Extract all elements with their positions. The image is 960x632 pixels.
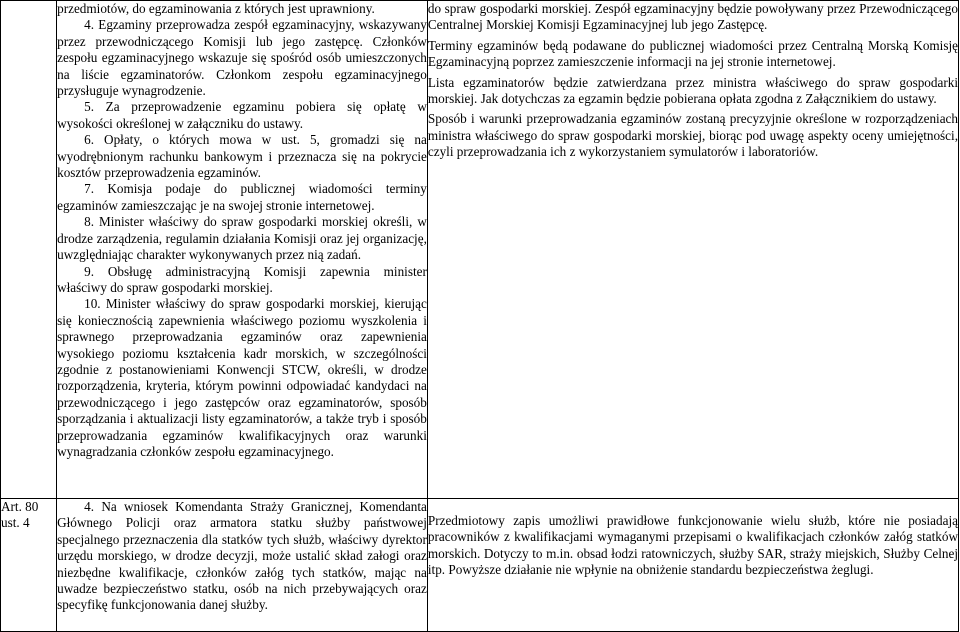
provision-paragraph: 10. Minister właściwy do spraw gospodarki morskiej, kierując się koniecznością zapewnienia właściwego poziomu wyszkolenia i sprawnego przeprowadzania egzaminów oraz zapewnienia wysokiego poziomu kształcenia kadr morskich, w szczególności zgodnie z postanowieniami Konwencji STCW, określi, w drodze rozporządzenia, kryteria, którym powinni odpowiadać kandydaci na przewodniczącego i jego zastępców oraz egzaminatorów, sposób sporządzania i aktualizacji listy egzaminatorów, a także tryb i sposób przeprowadzania egzaminów kwalifikacyjnych oraz warunki wynagradzania członków zespołu egzaminacyjnego. xyxy=(57,296,427,459)
justification-paragraph: Sposób i warunki przeprowadzania egzaminów zostaną precyzyjnie określone w rozporządzeniach ministra właściwego do spraw gospodarki morskiej, biorąc pod uwagę aspekty oceny umiejętności, czyli przeprowadzania ich z wykorzystaniem symulatorów i laboratoriów. xyxy=(427,111,958,160)
provision-paragraph: 8. Minister właściwy do spraw gospodarki morskiej określi, w drodze zarządzenia, regulamin działania Komisji oraz jej organizację, uwzględniając charakter wykonywanych przez nią zadań. xyxy=(57,214,427,263)
justification-paragraph: do spraw gospodarki morskiej. Zespół egzaminacyjny będzie powoływany przez Przewodniczącego Centralnej Morskiej Komisji Egzaminacyjnej lub jego Zastępcę. xyxy=(427,1,958,33)
justification-cell xyxy=(427,1,958,499)
justification-paragraph: Terminy egzaminów będą podawane do publicznej wiadomości przez Centralną Morską Komisję Egzaminacyjną poprzez zamieszczenie informacji na jej stronie internetowej. xyxy=(427,37,958,70)
provision-paragraph: 7. Komisja podaje do publicznej wiadomości terminy egzaminów zamieszczając je na swojej stronie internetowej. xyxy=(57,181,427,213)
provision-paragraph: 6. Opłaty, o których mowa w ust. 5, gromadzi się na wyodrębnionym rachunku bankowym i przeznacza się na pokrycie kosztów przeprowadzenia egzaminów. xyxy=(57,132,427,181)
justification-cell xyxy=(427,499,958,632)
provision-text-cell xyxy=(57,499,428,632)
table-row xyxy=(1,1,959,499)
article-cell xyxy=(1,499,57,632)
article-reference: Art. 80 ust. 4 xyxy=(1,499,39,531)
justification-paragraph: Przedmiotowy zapis umożliwi prawidłowe funkcjonowanie wielu służb, które nie posiadają pracowników z kwalifikacjami wymaganymi przepisami o kwalifikacjach członków załóg statków morskich. Dotyczy to m.in. obsad łodzi ratowniczych, służby SAR, straży miejskich, Służby Celnej itp. Powyższe działanie nie wpłynie na obniżenie standardu bezpieczeństwa żeglugi. xyxy=(427,513,958,578)
table-row xyxy=(1,499,959,632)
provision-paragraph: 9. Obsługę administracyjną Komisji zapewnia minister właściwy do spraw gospodarki morskiej. xyxy=(57,263,427,295)
provision-paragraph: 5. Za przeprowadzenie egzaminu pobiera się opłatę w wysokości określonej w załączniku do ustawy. xyxy=(57,99,427,131)
article-cell xyxy=(1,1,57,499)
provision-paragraph: przedmiotów, do egzaminowania z których jest uprawniony. xyxy=(57,1,375,16)
provision-text-cell xyxy=(57,1,428,499)
provision-paragraph: 4. Na wniosek Komendanta Straży Granicznej, Komendanta Głównego Policji oraz armatora statku służby państwowej specjalnego przeznaczenia dla statków tych służb, właściwy dyrektor urzędu morskiego, w drodze decyzji, może ustalić skład załogi oraz niezbędne kwalifikacje, członków załóg tych statków, mając na uwadze bezpieczeństwo statku, osób na nich przebywających oraz specyfikę funkcjonowania danej służby. xyxy=(57,499,427,613)
provision-paragraph: 4. Egzaminy przeprowadza zespół egzaminacyjny, wskazywany przez przewodniczącego Komisji lub jego zastępcę. Członków zespołu egzaminacyjnego wskazuje się spośród osób umieszczonych na liście egzaminatorów. Członkom zespołu egzaminacyjnego przysługuje wynagrodzenie. xyxy=(57,17,427,99)
justification-paragraph: Lista egzaminatorów będzie zatwierdzana przez ministra właściwego do spraw gospodarki morskiej. Jak dotychczas za egzamin będzie pobierana opłata zgodna z Załącznikiem do ustawy. xyxy=(427,74,958,107)
